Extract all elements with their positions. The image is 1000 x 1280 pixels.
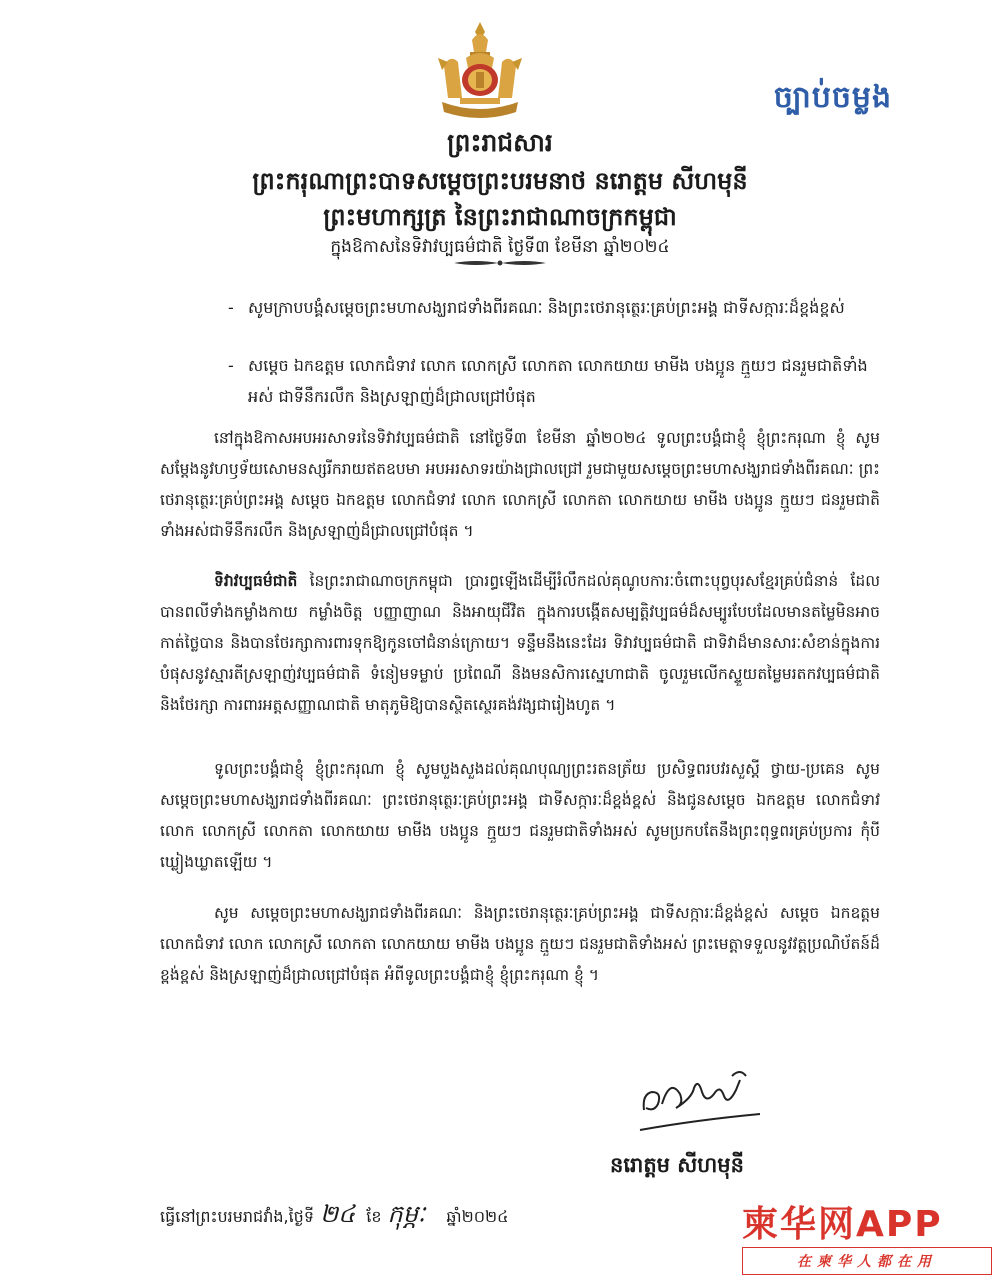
addressee-item (228, 292, 878, 323)
body-paragraph: សូម សម្ដេចព្រះមហាសង្ឃរាជទាំងពីរគណៈ និងព្រះថេរានុត្ថេរៈគ្រប់ព្រះអង្គ ជាទីសក្ការៈដ៏ខ្ពង់ខ្ពស់ សម្ដេច ឯកឧត្តម លោកជំទាវ លោក លោកស្រី លោកតា លោកយាយ មាមីង បងប្អូន ក្មួយៗ ជនរួមជាតិទាំងអស់ ព្រះមេត្តាទទួលនូវវត្តប្រណិប័តន៍ដ៏ខ្ពង់ខ្ពស់ និងស្រឡាញ់ដ៏ជ្រាលជ្រៅបំផុត អំពីទូលព្រះបង្គំជាខ្ញុំ ខ្ញុំព្រះករុណា ខ្ញុំ ។ (160, 904, 880, 984)
signer-name: នរោត្តម សីហមុនី (610, 1152, 744, 1177)
royal-signature (636, 1058, 766, 1138)
copy-stamp-label: ច្បាប់ចម្លង (773, 80, 892, 115)
watermark-logo: 柬华网APP (742, 1204, 943, 1245)
addressee-bullet: - (228, 298, 234, 317)
royal-emblem-icon (432, 18, 528, 124)
body-paragraph: នៅក្នុងឱកាសអបអរសាទរនៃទិវាវប្បធម៌ជាតិ នៅថ្ងៃទី៣ ខែមីនា ឆ្នាំ២០២៤ ទូលព្រះបង្គំជាខ្ញុំ ខ្ញុំព្រះករុណា ខ្ញុំ សូមសម្ដែងនូវហឫទ័យសោមនស្សរីករាយឥតឧបមា អបអរសាទរយ៉ាងជ្រាលជ្រៅ រួមជាមួយសម្ដេចព្រះមហាសង្ឃរាជទាំងពីរគណៈ ព្រះថេរានុត្ថេរៈគ្រប់ព្រះអង្គ សម្ដេច ឯកឧត្តម លោកជំទាវ លោក លោកស្រី លោកតា លោកយាយ មាមីង បងប្អូន ក្មួយៗ ជនរួមជាតិទាំងអស់ជាទីនឹករលឹក និងស្រឡាញ់ដ៏ជ្រាលជ្រៅបំផុត ។ (160, 429, 880, 540)
kingdom-title: ព្រះមហាក្សត្រ នៃព្រះរាជាណាចក្រកម្ពុជា (323, 202, 677, 231)
paragraph-lead: ទិវាវប្បធម៌ជាតិ (214, 572, 298, 590)
date-day-handwritten: ២៤ (320, 1200, 356, 1228)
watermark-tagline: 在柬华人都在用 (742, 1247, 992, 1275)
body-paragraph (160, 566, 880, 721)
occasion-subtitle: ក្នុងឱកាសនៃទិវាវប្បធម៌ជាតិ ថ្ងៃទី៣ ខែមីនា ឆ្នាំ២០២៤ (330, 237, 670, 257)
king-title: ព្រះករុណាព្រះបាទសម្ដេចព្រះបរមនាថ នរោត្តម សីហមុនី (252, 166, 748, 195)
date-prefix: ធ្វើនៅព្រះបរមរាជវាំង,ថ្ងៃទី (160, 1207, 314, 1226)
date-year: ឆ្នាំ២០២៤ (446, 1207, 509, 1226)
paragraph-text: នៃព្រះរាជាណាចក្រកម្ពុជា ប្រារព្ធឡើងដើម្បីរំលឹកដល់គុណូបការៈចំពោះបុព្វបុរសខ្មែរគ្រប់ជំនាន់ ដែលបានពលីទាំងកម្លាំងកាយ កម្លាំងចិត្ត បញ្ញាញាណ និងអាយុជីវិត ក្នុងការបង្កើតសម្បត្តិវប្បធម៌ដ៏សម្បូរបែបដែលមានតម្លៃមិនអាចកាត់ថ្លៃបាន និងបានថែរក្សាការពារទុកឱ្យកូនចៅជំនាន់ក្រោយ។ ទន្ទឹមនឹងនេះដែរ ទិវាវប្បធម៌ជាតិ ជាទិវាដ៏មានសារៈសំខាន់ក្នុងការបំផុសនូវស្មារតីស្រឡាញ់វប្បធម៌ជាតិ ទំនៀមទម្លាប់ ប្រពៃណី និងមនសិការស្នេហាជាតិ ចូលរួមលើកស្ទួយតម្លៃមរតកវប្បធម៌ជាតិ និងថែរក្សា ការពារអត្តសញ្ញាណជាតិ មាតុភូមិឱ្យបានស្ថិតស្ថេរគង់វង្សជារៀងហូត ។ (160, 572, 880, 714)
body-paragraph: ទូលព្រះបង្គំជាខ្ញុំ ខ្ញុំព្រះករុណា ខ្ញុំ សូមបួងសួងដល់គុណបុណ្យព្រះរតនត្រ័យ ប្រសិទ្ធពរបវរសួស្ដី ថ្វាយ-ប្រគេន សូមសម្ដេចព្រះមហាសង្ឃរាជទាំងពីរគណៈ ព្រះថេរានុត្ថេរៈគ្រប់ព្រះអង្គ ជាទីសក្ការៈដ៏ខ្ពង់ខ្ពស់ និងជូនសម្ដេច ឯកឧត្តម លោកជំទាវ លោក លោកស្រី លោកតា លោកយាយ មាមីង បងប្អូន ក្មួយៗ ជនរួមជាតិទាំងអស់ សូមប្រកបតែនឹងព្រះពុទ្ធពរគ្រប់ប្រការ កុំបីឃ្លៀងឃ្លាតឡើយ ។ (160, 760, 880, 871)
date-line (160, 1199, 508, 1234)
document-type-title: ព្រះរាជសារ (447, 128, 553, 157)
date-month-handwritten: កុម្ភៈ (387, 1200, 426, 1228)
addressee-text: សូមក្រាបបង្គំសម្ដេចព្រះមហាសង្ឃរាជទាំងពីរគណៈ និងព្រះថេរានុត្ថេរៈគ្រប់ព្រះអង្គ ជាទីសក្ការៈដ៏ខ្ពង់ខ្ពស់ (248, 298, 845, 317)
divider-ornament-icon (452, 258, 548, 268)
addressee-bullet: - (228, 356, 234, 375)
addressee-text: សម្ដេច ឯកឧត្តម លោកជំទាវ លោក លោកស្រី លោកតា លោកយាយ មាមីង បងប្អូន ក្មួយៗ ជនរួមជាតិទាំងអស់ ជាទីនឹករលឹក និងស្រឡាញ់ដ៏ជ្រាលជ្រៅបំផុត (248, 356, 868, 406)
date-month-label: ខែ (366, 1207, 382, 1226)
addressee-item (228, 350, 878, 412)
